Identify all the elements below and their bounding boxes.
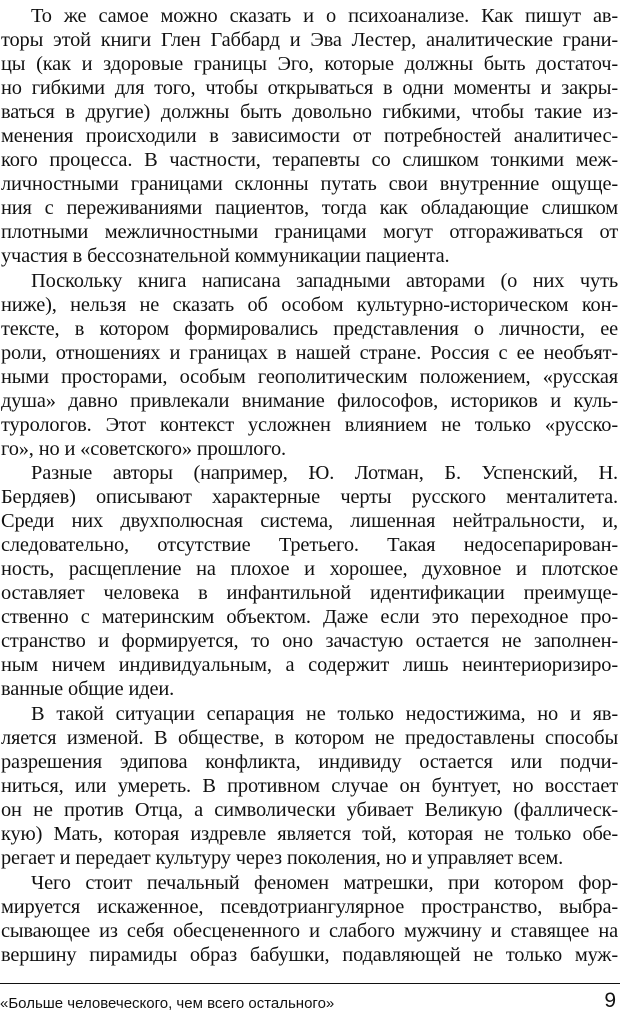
- text-line: мируется искаженное, псевдотриангулярное пространство, выбра-: [1, 896, 618, 918]
- text-line: Разные авторы (например, Ю. Лотман, Б. Успенский, Н.: [31, 462, 618, 484]
- text-line: Чего стоит печальный феномен матрешки, при котором фор-: [31, 872, 618, 894]
- text-line: Бердяев) описывают характерные черты русского менталитета.: [1, 486, 618, 508]
- text-line: То же самое можно сказать и о психоанализе. Как пишут ав-: [31, 5, 618, 27]
- text-line: вершину пирамиды образ бабушки, подавляющей не только муж-: [1, 944, 618, 966]
- text-line: Среди них двухполюсная система, лишенная нейтральности, и,: [1, 510, 618, 532]
- text-line: ниться, или умереть. В противном случае он бунтует, но восстает: [1, 775, 618, 797]
- text-line: разрешения эдипова конфликта, индивиду остается или подчи-: [1, 751, 618, 773]
- text-line: он не против Отца, а символически убивает Великую (фаллическ-: [1, 799, 618, 821]
- text-line: ниже), нельзя не сказать об особом культурно-историческом кон-: [1, 294, 618, 316]
- footer-divider: [0, 983, 620, 984]
- text-line: менения происходили в зависимости от потребностей аналитичес-: [1, 125, 618, 147]
- text-line: душа» давно привлекали внимание философов, историков и куль-: [1, 390, 618, 412]
- text-line: регает и передает культуру через поколения, но и управляет всем.: [1, 847, 564, 869]
- text-line: но гибкими для того, чтобы открываться в одни моменты и закры-: [1, 77, 618, 99]
- text-line: кого процесса. В частности, терапевты со слишком тонкими меж-: [1, 149, 618, 171]
- text-line: ванные общие идеи.: [1, 678, 175, 700]
- text-line: плотными межличностными границами могут отгораживаться от: [1, 221, 618, 243]
- text-line: ным ничем индивидуальным, а содержит лишь неинтериоризиро-: [1, 654, 618, 676]
- text-line: ния с переживаниями пациентов, тогда как обладающие слишком: [1, 197, 618, 219]
- page-number: 9: [604, 989, 616, 1012]
- text-line: кую) Мать, которая издревле является той, которая не только обе-: [1, 823, 618, 845]
- text-line: го», но и «советского» прошлого.: [1, 438, 286, 460]
- text-line: ваться в другие) должны быть довольно гибкими, чтобы такие из-: [1, 101, 618, 123]
- text-line: торы этой книги Глен Габбард и Эва Лестер, аналитические грани-: [1, 29, 618, 51]
- text-line: участия в бессознательной коммуникации пациента.: [1, 245, 450, 267]
- text-line: роли, отношениях и границах в нашей стране. Россия с ее необъят-: [1, 342, 618, 364]
- running-title: «Больше человеческого, чем всего остального»: [0, 995, 335, 1012]
- text-line: тексте, в котором формировались представления о личности, ее: [1, 318, 618, 340]
- text-line: странство и формируется, то оно зачастую остается не заполнен-: [1, 630, 618, 652]
- text-line: сывающее из себя обесцененного и слабого мужчину и ставящее на: [1, 920, 618, 942]
- text-line: ность, расщепление на плохое и хорошее, духовное и плотское: [1, 558, 618, 580]
- text-line: ляется изменой. В обществе, в котором не предоставлены способы: [1, 727, 618, 749]
- text-line: ными просторами, особым геополитическим положением, «русская: [1, 366, 618, 388]
- text-line: ственно с материнским объектом. Даже если это переходное про-: [1, 606, 618, 628]
- text-line: цы (как и здоровые границы Эго, которые должны быть достаточ-: [1, 53, 618, 75]
- text-line: личностными границами склонны путать свои внутренние ощуще-: [1, 173, 618, 195]
- text-line: следовательно, отсутствие Третьего. Такая недосепарирован-: [1, 534, 618, 556]
- text-line: Поскольку книга написана западными авторами (о них чуть: [31, 270, 618, 292]
- text-line: турологов. Этот контекст усложнен влиянием не только «русско-: [1, 414, 618, 436]
- text-line: В такой ситуации сепарация не только недостижима, но и яв-: [31, 703, 618, 725]
- text-line: оставляет человека в инфантильной идентификации преимуще-: [1, 582, 618, 604]
